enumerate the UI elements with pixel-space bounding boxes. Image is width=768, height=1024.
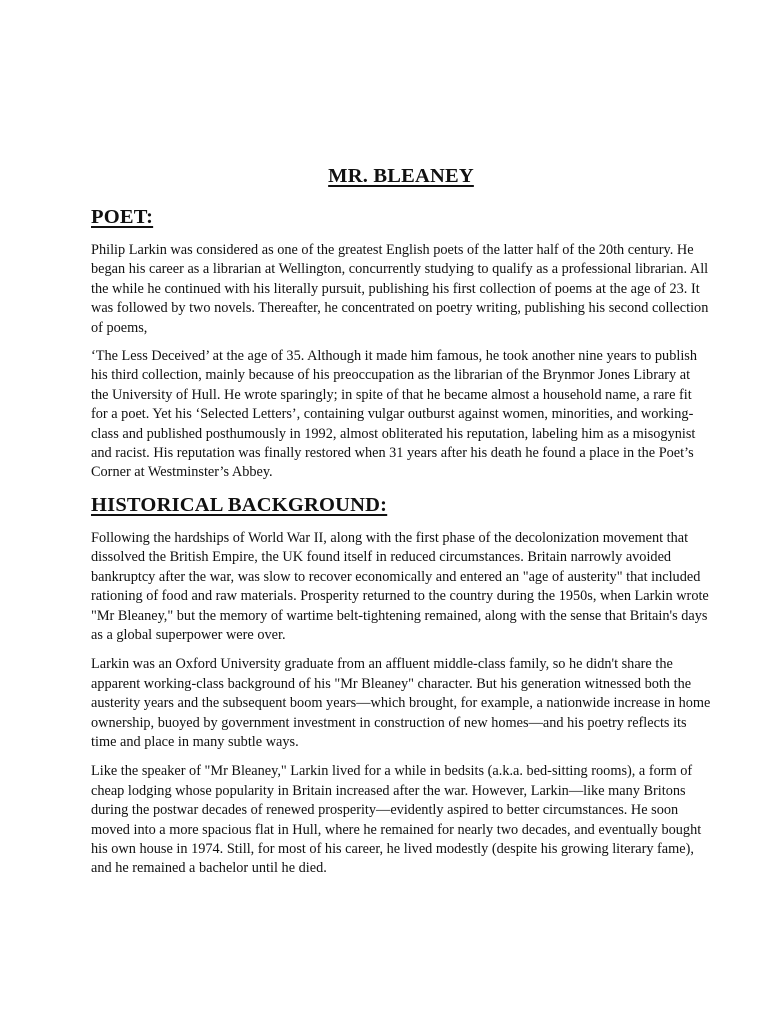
section-heading-historical-background: HISTORICAL BACKGROUND: <box>91 493 388 516</box>
history-paragraph-2: Larkin was an Oxford University graduate from an affluent middle-class family, so he didn't share the apparent working-class background of his "Mr Bleaney" character. But his generation witnessed both the austerity years and the subsequent boom years—which brought, for example, a nationwide increase in home ownership, buoyed by government investment in construction of new homes—and his poetry reflects its time and place in many subtle ways. <box>91 656 711 750</box>
document-title: MR. BLEANEY <box>328 165 474 187</box>
history-paragraph-1: Following the hardships of World War II, along with the first phase of the decolonization movement that dissolved the British Empire, the UK found itself in reduced circumstances. Britain narrowly avoided bankruptcy after the war, was slow to recover economically and entered an "age of austerity" that included rationing of food and raw materials. Prosperity returned to the country during the 1950s, when Larkin wrote "Mr Bleaney," but the memory of wartime belt-tightening remained, along with the sense that Britain's days as a global superpower were over. <box>91 529 709 643</box>
poet-paragraph-2: ‘The Less Deceived’ at the age of 35. Although it made him famous, he took another nine years to publish his third collection, mainly because of his preoccupation as the librarian of the Brynmor Jones Library at the University of Hull. He wrote sparingly; in spite of that he became almost a household name, a rare fit for a poet. Yet his ‘Selected Letters’, containing vulgar outburst against women, minorities, and working-class and published posthumously in 1992, almost obliterated his reputation, labeling him as a misogynist and racist. His reputation was finally restored when 31 years after his death he found a place in the Poet’s Corner at Westminster’s Abbey. <box>91 348 697 481</box>
history-paragraph-3: Like the speaker of "Mr Bleaney," Larkin lived for a while in bedsits (a.k.a. bed-sitting rooms), a form of cheap lodging whose popularity in Britain increased after the war. However, Larkin—like many Britons during the postwar decades of renewed prosperity—evidently aspired to better circumstances. He soon moved into a more spacious flat in Hull, where he remained for nearly two decades, and eventually bought his own house in 1974. Still, for most of his career, he lived modestly (despite his growing literary fame), and he remained a bachelor until he died. <box>91 763 702 877</box>
poet-paragraph-1: Philip Larkin was considered as one of the greatest English poets of the latter half of the 20th century. He began his career as a librarian at Wellington, concurrently studying to qualify as a professional librarian. All the while he continued with his literally pursuit, publishing his first collection of poems at the age of 23. It was followed by two novels. Thereafter, he concentrated on poetry writing, publishing his second collection of poems, <box>91 242 709 336</box>
document-body <box>91 160 711 879</box>
section-heading-poet: POET: <box>91 206 154 228</box>
